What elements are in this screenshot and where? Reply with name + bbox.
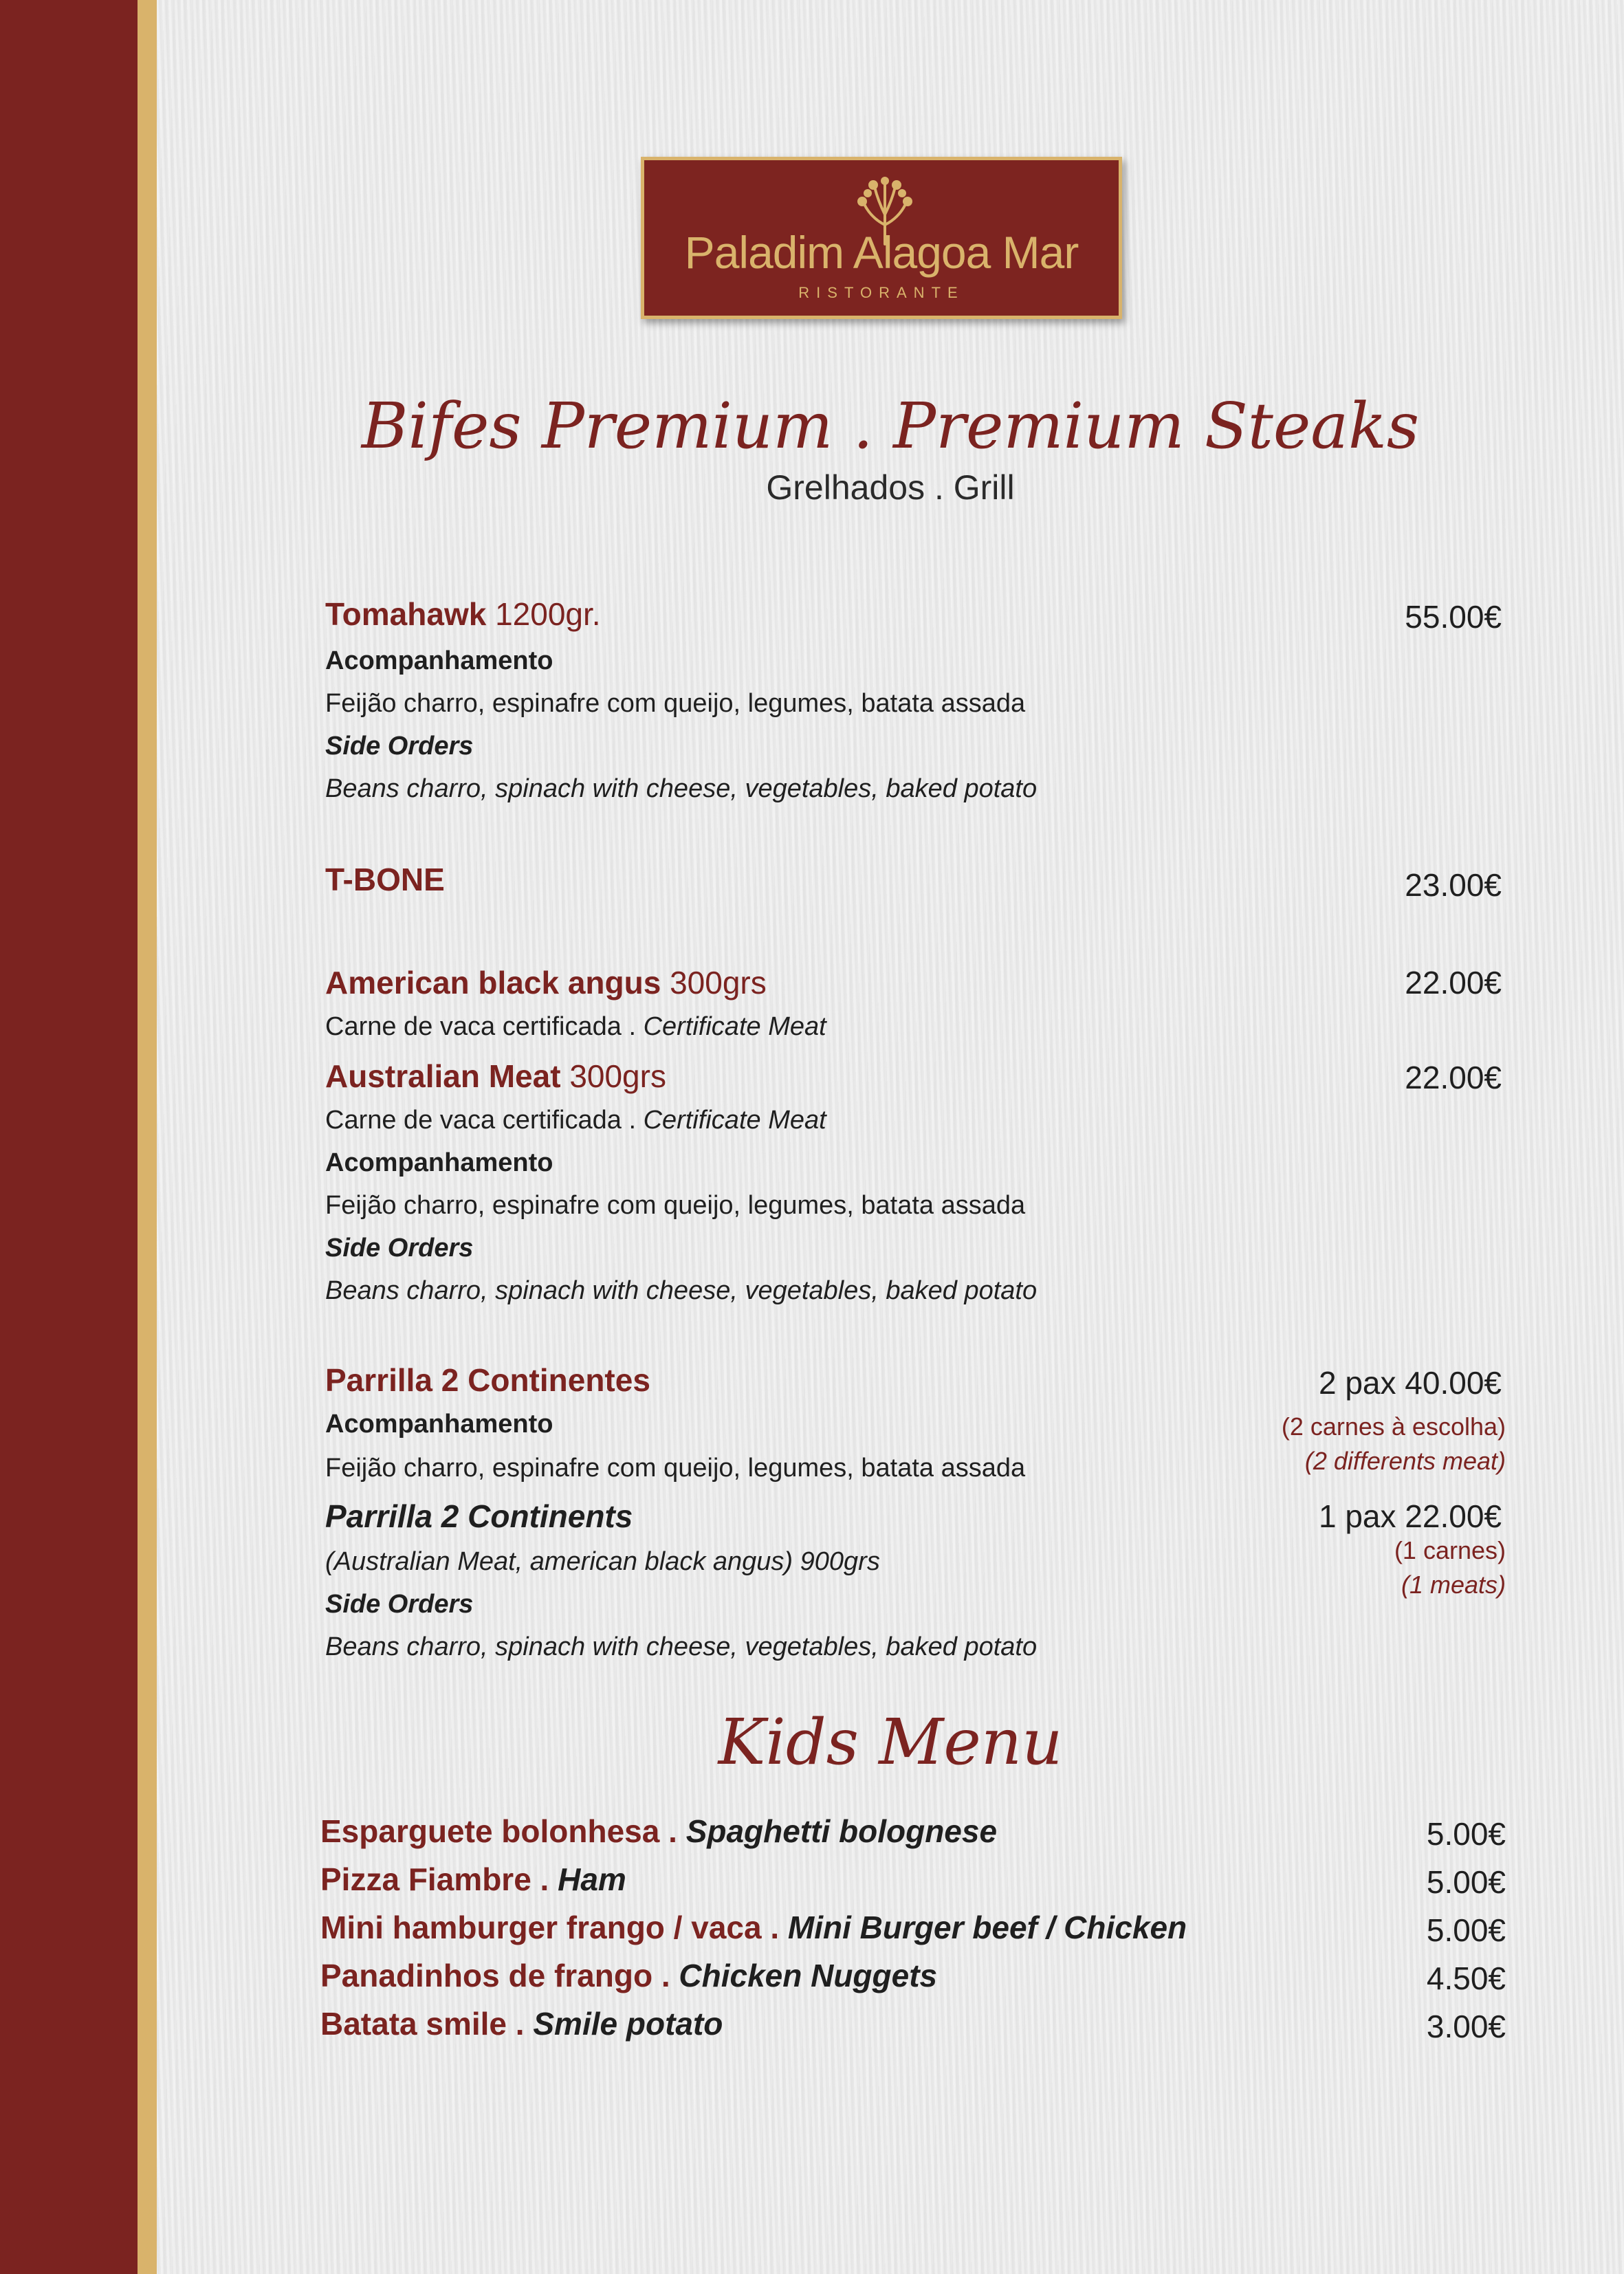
kids-item: [320, 1909, 1187, 1946]
item-name: Australian Meat: [325, 1058, 561, 1094]
kids-item-price: 4.50€: [1426, 1960, 1506, 1996]
item-tomahawk-price: 55.00€: [1405, 599, 1502, 635]
parrilla-note-2pax-en: (2 differents meat): [1304, 1447, 1506, 1475]
item-tbone-name: T-BONE: [325, 862, 445, 897]
parrilla-price-1pax: 1 pax 22.00€: [1318, 1498, 1502, 1534]
kids-item-en: Ham: [558, 1861, 626, 1897]
item-australian-desc: [325, 1106, 826, 1135]
parrilla-note-1pax-en: (1 meats): [1401, 1571, 1506, 1599]
kids-item-en: Chicken Nuggets: [679, 1958, 938, 1993]
kids-item-price: 5.00€: [1426, 1816, 1506, 1852]
desc-pt: Carne de vaca certificada .: [325, 1106, 644, 1135]
acompanhamento-text: Feijão charro, espinafre com queijo, legumes, batata assada: [325, 1454, 1026, 1483]
acompanhamento-text: Feijão charro, espinafre com queijo, legumes, batata assada: [325, 689, 1026, 718]
item-parrilla-name: Parrilla 2 Continentes: [325, 1362, 650, 1398]
item-angus-name: [325, 964, 767, 1001]
acompanhamento-label: Acompanhamento: [325, 1148, 553, 1177]
item-tomahawk-name: [325, 595, 601, 633]
item-weight: 300grs: [670, 965, 767, 1001]
kids-item: [320, 1813, 997, 1850]
side-orders-text: Beans charro, spinach with cheese, vegetables, baked potato: [325, 774, 1038, 803]
logo-subtitle: RISTORANTE: [798, 284, 965, 301]
logo-name: Paladim Alagoa Mar: [684, 227, 1079, 278]
side-orders-text: Beans charro, spinach with cheese, vegetables, baked potato: [325, 1632, 1038, 1661]
acompanhamento-label: Acompanhamento: [325, 646, 553, 675]
kids-item-pt: Batata smile .: [320, 2006, 534, 2042]
parrilla-note-1pax-pt: (1 carnes): [1394, 1536, 1506, 1564]
left-gold-band: [138, 0, 157, 2274]
item-weight: 300grs: [569, 1058, 666, 1094]
item-angus-desc: [325, 1012, 826, 1042]
kids-item: [320, 2005, 723, 2042]
desc-en: Certificate Meat: [643, 1106, 826, 1135]
parrilla-note-2pax-pt: (2 carnes à escolha): [1281, 1412, 1506, 1441]
kids-item-price: 5.00€: [1426, 1912, 1506, 1948]
section-title-kids: Kids Menu: [718, 1705, 1063, 1779]
kids-item-pt: Panadinhos de frango .: [320, 1958, 679, 1993]
kids-item-price: 3.00€: [1426, 2009, 1506, 2044]
side-orders-text: Beans charro, spinach with cheese, vegetables, baked potato: [325, 1276, 1038, 1305]
section-title-steaks: Bifes Premium . Premium Steaks: [361, 389, 1420, 463]
item-australian-name: [325, 1058, 666, 1095]
acompanhamento-text: Feijão charro, espinafre com queijo, legumes, batata assada: [325, 1191, 1026, 1220]
item-name: Tomahawk: [325, 596, 487, 632]
kids-item-price: 5.00€: [1426, 1864, 1506, 1900]
left-maroon-band: [0, 0, 138, 2274]
side-orders-label: Side Orders: [325, 732, 474, 761]
kids-item-pt: Mini hamburger frango / vaca .: [320, 1910, 788, 1945]
item-angus-price: 22.00€: [1405, 965, 1502, 1001]
kids-item-en: Mini Burger beef / Chicken: [787, 1910, 1187, 1945]
item-tbone-price: 23.00€: [1405, 867, 1502, 903]
desc-en: Certificate Meat: [643, 1012, 826, 1041]
desc-pt: Carne de vaca certificada .: [325, 1012, 644, 1041]
item-parrilla-detail: (Australian Meat, american black angus) 900grs: [325, 1547, 880, 1576]
item-parrilla-name-en: Parrilla 2 Continents: [325, 1498, 633, 1534]
side-orders-label: Side Orders: [325, 1234, 474, 1262]
item-australian-price: 22.00€: [1405, 1060, 1502, 1095]
kids-item-en: Spaghetti bolognese: [685, 1813, 998, 1849]
item-name: American black angus: [325, 965, 661, 1001]
item-weight: 1200gr.: [495, 596, 601, 632]
section-subtitle-grill: Grelhados . Grill: [766, 468, 1015, 507]
kids-item: [320, 1957, 937, 1994]
kids-item-pt: Esparguete bolonhesa .: [320, 1813, 686, 1849]
restaurant-logo: [641, 157, 1122, 319]
kids-item: [320, 1861, 626, 1898]
kids-item-pt: Pizza Fiambre .: [320, 1861, 558, 1897]
acompanhamento-label: Acompanhamento: [325, 1410, 553, 1439]
parrilla-price-2pax: 2 pax 40.00€: [1318, 1365, 1502, 1401]
side-orders-label: Side Orders: [325, 1590, 474, 1619]
kids-item-en: Smile potato: [533, 2006, 723, 2042]
